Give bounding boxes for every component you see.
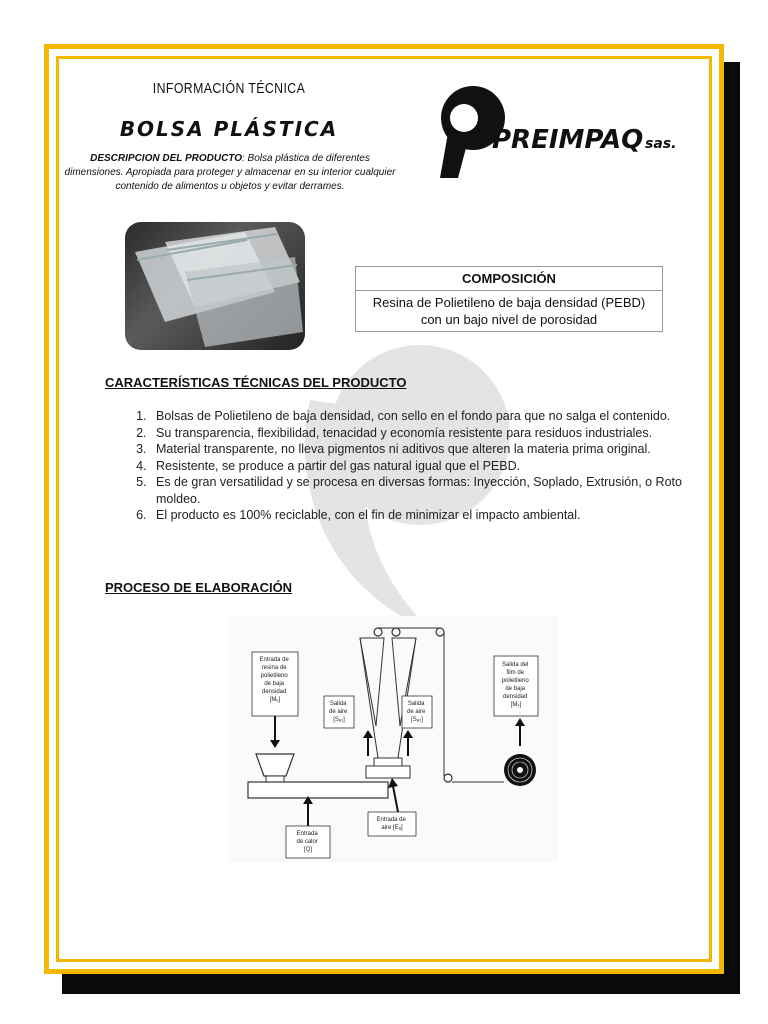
logo-suffix: sas. — [645, 136, 677, 152]
product-name: BOLSA PLÁSTICA — [119, 117, 339, 141]
characteristics-heading: CARACTERÍSTICAS TÉCNICAS DEL PRODUCTO — [105, 375, 407, 390]
product-description — [60, 152, 400, 194]
characteristics-list — [100, 408, 725, 524]
list-item: 4. Resistente, se produce a partir del gas natural igual que el PEBD. — [150, 458, 725, 475]
plastic-bag-photo — [125, 222, 305, 350]
process-heading: PROCESO DE ELABORACIÓN — [105, 580, 293, 595]
process-diagram — [228, 616, 558, 862]
composition-heading: COMPOSICIÓN — [356, 267, 662, 291]
resin-input-label: Entrada de resina de polietileno de baja densidad [Mₑ] — [259, 657, 289, 703]
list-item: 5. Es de gran versatilidad y se procesa en diversas formas: Inyección, Soplado, Extrusión, o Roto moldeo. — [150, 474, 725, 507]
film-roll — [504, 754, 536, 786]
air-output-label-2: Salida de aire [Sₐ₂] — [406, 701, 426, 723]
extrusion-die — [366, 766, 410, 778]
composition-text: Resina de Polietileno de baja densidad (PEBD) con un bajo nivel de porosidad — [372, 295, 646, 327]
air-output-label-1: Salida de aire [Sₐ₁] — [328, 701, 348, 723]
extruder-barrel — [248, 782, 388, 798]
description-text: : Bolsa plástica de diferentes dimensiones. Apropiada para proteger y almacenar en su interior cualquier contenido de alimentos u objetos y evitar derrames. — [64, 153, 396, 192]
air-input-label: Entrada de aire [Eₐ] — [376, 817, 406, 831]
list-item: 2. Su transparencia, flexibilidad, tenacidad y economía resistente para residuos industriales. — [150, 425, 725, 442]
description-label: DESCRIPCION DEL PRODUCTO — [90, 153, 242, 164]
air-input-box — [368, 812, 416, 836]
logo-brand: PREIMPAQ — [492, 125, 644, 155]
list-item: 3. Material transparente, no lleva pigmentos ni aditivos que alteren la materia prima original. — [150, 441, 725, 458]
list-item: 1. Bolsas de Polietileno de baja densidad, con sello en el fondo para que no salga el contenido. — [150, 408, 725, 425]
film-output-label: Salida del film de polietileno de baja densidad [Mₛ] — [501, 662, 529, 708]
heat-input-label: Entrada de calor [Q] — [296, 831, 318, 853]
composition-table — [355, 266, 663, 332]
page-title: INFORMACIÓN TÉCNICA — [152, 80, 306, 97]
list-item: 6. El producto es 100% reciclable, con el fin de minimizar el impacto ambiental. — [150, 507, 725, 524]
preimpaq-logo — [440, 78, 700, 178]
